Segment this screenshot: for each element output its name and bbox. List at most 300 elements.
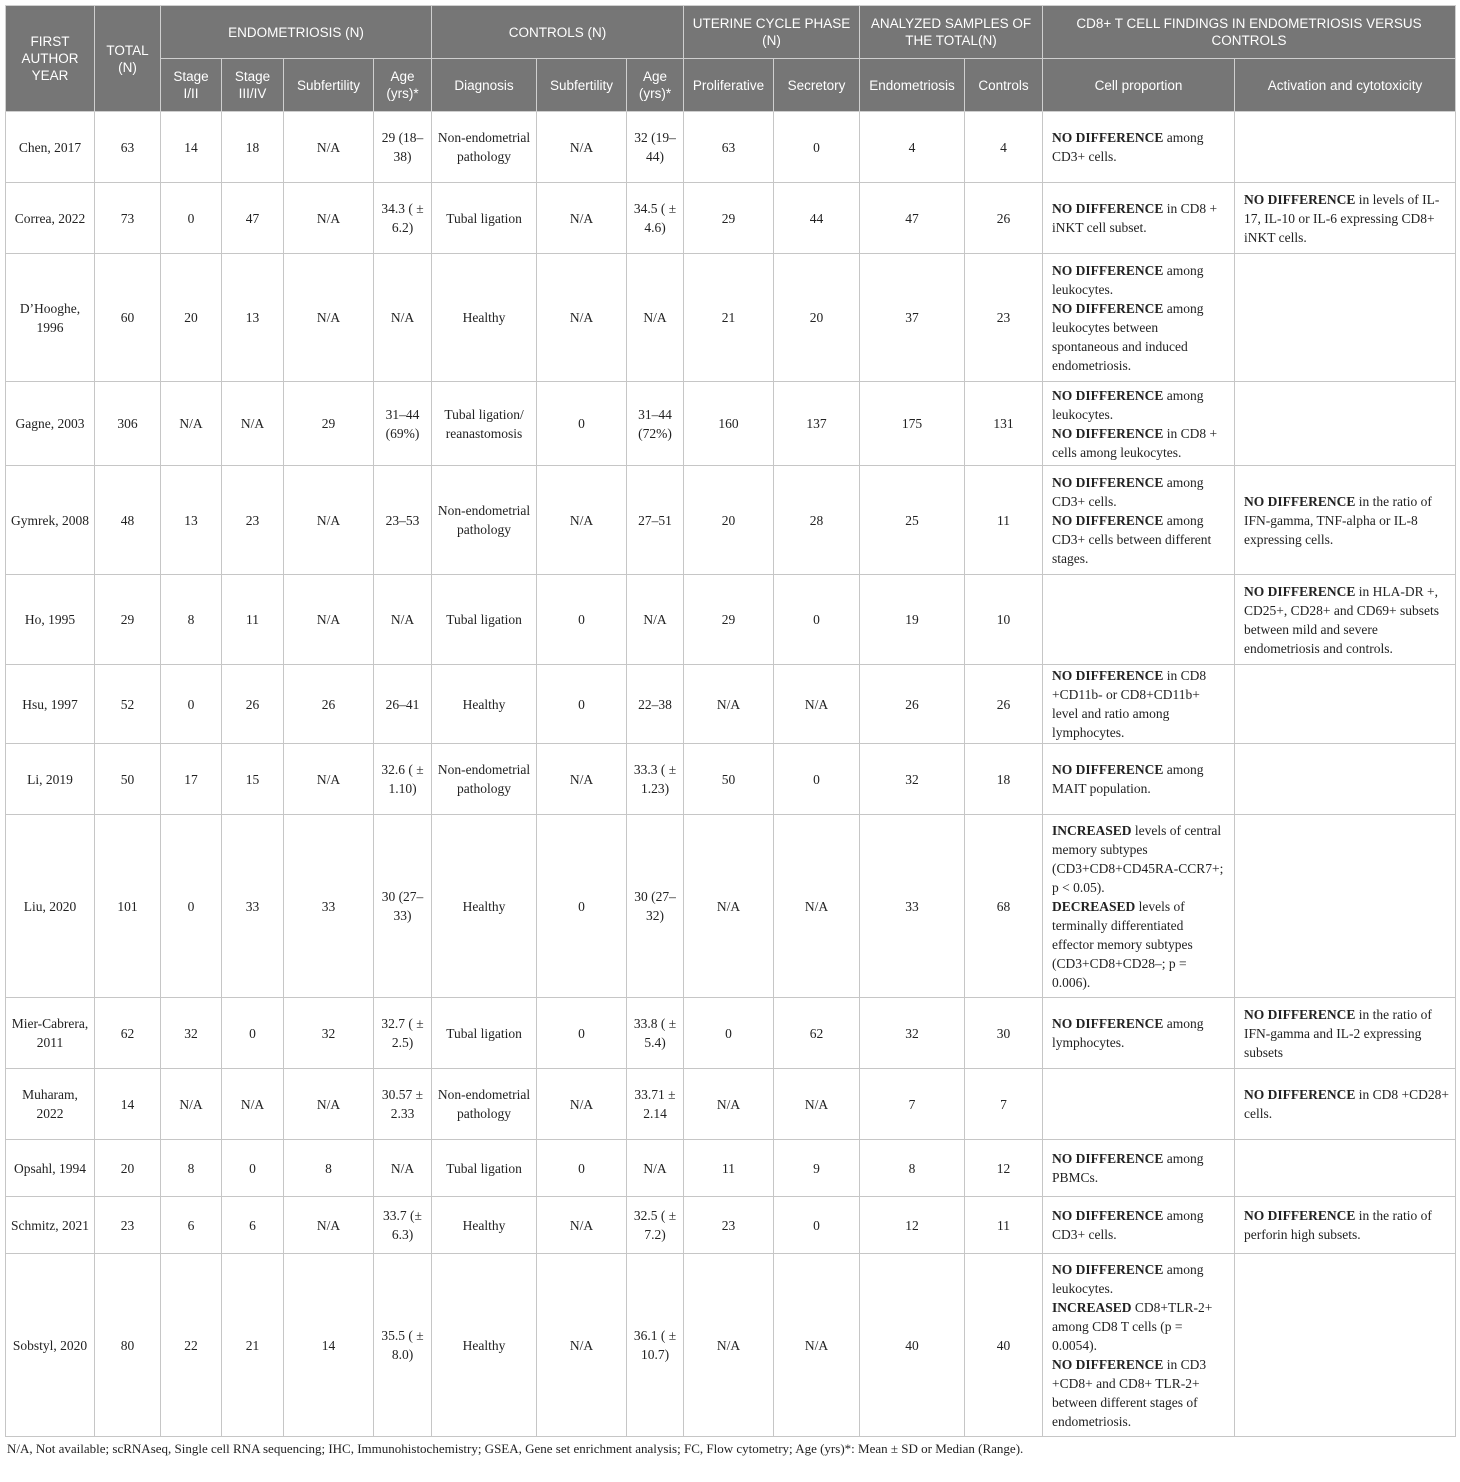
finding-keyword: NO DIFFERENCE: [1052, 387, 1164, 403]
cell-stage12: 22: [161, 1254, 222, 1437]
cell-stage34: 21: [222, 1254, 284, 1437]
cell-analyzed-endometriosis: 175: [860, 382, 965, 466]
cell-proportion: [1043, 382, 1235, 466]
cell-analyzed-controls: 12: [965, 1140, 1043, 1197]
cell-secretory: 0: [774, 112, 860, 183]
cell-age: 32.6 ( ± 1.10): [374, 744, 432, 815]
finding-proportion-text: [1052, 199, 1228, 237]
cell-analyzed-controls: 11: [965, 466, 1043, 575]
header-controls: CONTROLS (N): [432, 6, 684, 59]
cell-stage34: 0: [222, 1140, 284, 1197]
cell-diagnosis: Non-endometrial pathology: [432, 466, 537, 575]
finding-keyword: NO DIFFERENCE: [1052, 668, 1164, 683]
cell-subfertility: 32: [284, 998, 374, 1069]
cell-proliferative: 23: [684, 1197, 774, 1254]
cell-analyzed-endometriosis: 40: [860, 1254, 965, 1437]
cell-analyzed-endometriosis: 47: [860, 183, 965, 254]
finding-keyword: NO DIFFERENCE: [1244, 583, 1356, 599]
header-analyzed-endometriosis: Endometriosis: [860, 59, 965, 112]
cell-stage34: 0: [222, 998, 284, 1069]
cell-secretory: 0: [774, 575, 860, 665]
cell-activation: [1235, 1254, 1456, 1437]
cell-control-subfertility: 0: [537, 998, 627, 1069]
header-findings: CD8+ T CELL FINDINGS IN ENDOMETRIOSIS VERSUS CONTROLS: [1043, 6, 1456, 59]
cell-age: N/A: [374, 575, 432, 665]
cell-total: 63: [95, 112, 161, 183]
cell-total: 29: [95, 575, 161, 665]
cell-analyzed-endometriosis: 33: [860, 815, 965, 998]
cell-control-subfertility: 0: [537, 575, 627, 665]
cell-proportion: [1043, 466, 1235, 575]
cell-subfertility: 29: [284, 382, 374, 466]
finding-activation-text: [1244, 582, 1449, 658]
finding-keyword: NO DIFFERENCE: [1244, 1087, 1356, 1102]
finding-detail: in the ratio of perforin high subsets.: [1244, 1208, 1432, 1242]
cell-control-subfertility: 0: [537, 665, 627, 744]
cell-subfertility: 33: [284, 815, 374, 998]
cell-author: Li, 2019: [6, 744, 95, 815]
cell-stage34: 15: [222, 744, 284, 815]
cell-secretory: 28: [774, 466, 860, 575]
cell-stage12: 0: [161, 183, 222, 254]
cell-diagnosis: Non-endometrial pathology: [432, 744, 537, 815]
cell-diagnosis: Healthy: [432, 1254, 537, 1437]
cell-stage12: 8: [161, 1140, 222, 1197]
cell-control-age: 34.5 ( ± 4.6): [627, 183, 684, 254]
cell-control-subfertility: 0: [537, 382, 627, 466]
cell-secretory: N/A: [774, 1069, 860, 1140]
cell-analyzed-endometriosis: 12: [860, 1197, 965, 1254]
table-row: [6, 1254, 1456, 1437]
finding-detail: among CD3+ cells.: [1052, 130, 1204, 164]
finding-detail: among CD3+ cells.: [1052, 474, 1204, 509]
table-row: [6, 183, 1456, 254]
cell-activation: [1235, 466, 1456, 575]
cell-proliferative: N/A: [684, 1254, 774, 1437]
cell-age: 32.7 ( ± 2.5): [374, 998, 432, 1069]
cell-control-age: 30 (27–32): [627, 815, 684, 998]
cell-subfertility: N/A: [284, 575, 374, 665]
cell-control-age: 27–51: [627, 466, 684, 575]
cell-author: Gymrek, 2008: [6, 466, 95, 575]
finding-keyword: NO DIFFERENCE: [1052, 1016, 1164, 1031]
cell-proliferative: 29: [684, 575, 774, 665]
cell-proportion: [1043, 254, 1235, 382]
finding-detail: in CD8 + iNKT cell subset.: [1052, 201, 1218, 235]
finding-detail: in CD8 +CD11b- or CD8+CD11b+ level and ratio among lymphocytes.: [1052, 668, 1207, 740]
cell-analyzed-controls: 11: [965, 1197, 1043, 1254]
cell-secretory: N/A: [774, 815, 860, 998]
cell-stage34: 23: [222, 466, 284, 575]
cell-diagnosis: Healthy: [432, 665, 537, 744]
cell-diagnosis: Healthy: [432, 1197, 537, 1254]
finding-detail: levels of central memory subtypes (CD3+CD8+CD45RA-CCR7+; p < 0.05).: [1052, 822, 1224, 895]
cell-stage12: 13: [161, 466, 222, 575]
cell-age: 29 (18–38): [374, 112, 432, 183]
header-author: FIRST AUTHOR YEAR: [6, 6, 95, 112]
cell-age: 26–41: [374, 665, 432, 744]
cell-stage12: N/A: [161, 382, 222, 466]
cell-control-age: 36.1 ( ± 10.7): [627, 1254, 684, 1437]
cell-age: 30.57 ± 2.33: [374, 1069, 432, 1140]
cell-stage12: N/A: [161, 1069, 222, 1140]
cell-secretory: 62: [774, 998, 860, 1069]
finding-activation-text: [1244, 1085, 1449, 1123]
finding-proportion-text: [1052, 128, 1228, 166]
cell-proliferative: 29: [684, 183, 774, 254]
cell-total: 101: [95, 815, 161, 998]
cell-proportion: [1043, 183, 1235, 254]
cell-stage34: 18: [222, 112, 284, 183]
cell-proliferative: N/A: [684, 815, 774, 998]
cell-proliferative: 11: [684, 1140, 774, 1197]
header-stage12: Stage I/II: [161, 59, 222, 112]
cell-author: Gagne, 2003: [6, 382, 95, 466]
finding-detail: among MAIT population.: [1052, 762, 1204, 796]
cell-diagnosis: Non-endometrial pathology: [432, 1069, 537, 1140]
cell-proliferative: N/A: [684, 1069, 774, 1140]
cell-age: 33.7 (± 6.3): [374, 1197, 432, 1254]
table-row: [6, 112, 1456, 183]
cell-age: 30 (27–33): [374, 815, 432, 998]
cell-proportion: [1043, 744, 1235, 815]
header-secretory: Secretory: [774, 59, 860, 112]
cell-total: 306: [95, 382, 161, 466]
finding-detail: among CD3+ cells.: [1052, 1208, 1204, 1242]
cell-proportion: [1043, 1254, 1235, 1437]
cell-author: Opsahl, 1994: [6, 1140, 95, 1197]
finding-activation-text: [1244, 190, 1449, 247]
cell-diagnosis: Tubal ligation: [432, 998, 537, 1069]
table-row: [6, 1140, 1456, 1197]
cell-analyzed-controls: 30: [965, 998, 1043, 1069]
cell-proliferative: 63: [684, 112, 774, 183]
cell-control-age: 33.8 ( ± 5.4): [627, 998, 684, 1069]
table-row: [6, 466, 1456, 575]
finding-proportion-text: [1052, 261, 1228, 375]
cell-proliferative: 0: [684, 998, 774, 1069]
finding-keyword: INCREASED: [1052, 1299, 1132, 1315]
cell-stage12: 8: [161, 575, 222, 665]
cell-stage12: 14: [161, 112, 222, 183]
cell-proportion: [1043, 1069, 1235, 1140]
cell-activation: [1235, 744, 1456, 815]
cell-author: Sobstyl, 2020: [6, 1254, 95, 1437]
cell-diagnosis: Tubal ligation: [432, 183, 537, 254]
cell-control-age: 32 (19–44): [627, 112, 684, 183]
cell-stage34: 47: [222, 183, 284, 254]
cell-age: 31–44 (69%): [374, 382, 432, 466]
finding-detail: CD8+TLR-2+ among CD8 T cells (p = 0.0054).: [1052, 1299, 1213, 1353]
finding-proportion-text: [1052, 760, 1228, 798]
table-row: [6, 744, 1456, 815]
finding-proportion-text: [1052, 1014, 1228, 1052]
finding-detail: in CD8 +CD28+ cells.: [1244, 1087, 1450, 1121]
finding-detail: among PBMCs.: [1052, 1151, 1204, 1185]
cell-analyzed-endometriosis: 25: [860, 466, 965, 575]
finding-proportion-text: [1052, 473, 1228, 568]
table-body: [6, 112, 1456, 1437]
finding-detail: in HLA-DR +, CD25+, CD28+ and CD69+ subsets between mild and severe endometriosis and controls.: [1244, 583, 1439, 656]
cell-control-subfertility: 0: [537, 1140, 627, 1197]
cell-analyzed-controls: 23: [965, 254, 1043, 382]
header-activation: Activation and cytotoxicity: [1235, 59, 1456, 112]
cell-control-age: 22–38: [627, 665, 684, 744]
finding-keyword: NO DIFFERENCE: [1052, 1151, 1164, 1166]
cell-control-subfertility: N/A: [537, 183, 627, 254]
finding-detail: in the ratio of IFN-gamma and IL-2 expressing subsets: [1244, 1006, 1432, 1060]
cell-control-age: 33.71 ± 2.14: [627, 1069, 684, 1140]
cell-stage12: 32: [161, 998, 222, 1069]
finding-keyword: NO DIFFERENCE: [1244, 191, 1356, 207]
cell-proportion: [1043, 575, 1235, 665]
cell-stage34: 6: [222, 1197, 284, 1254]
cell-stage34: 13: [222, 254, 284, 382]
finding-detail: among leukocytes.: [1052, 387, 1204, 422]
cell-stage34: N/A: [222, 382, 284, 466]
cell-control-subfertility: N/A: [537, 466, 627, 575]
header-subfertility: Subfertility: [284, 59, 374, 112]
cell-activation: [1235, 1069, 1456, 1140]
cell-author: Ho, 1995: [6, 575, 95, 665]
cell-proliferative: N/A: [684, 665, 774, 744]
cell-control-subfertility: 0: [537, 815, 627, 998]
cell-stage12: 20: [161, 254, 222, 382]
table-row: [6, 815, 1456, 998]
cell-activation: [1235, 815, 1456, 998]
finding-keyword: NO DIFFERENCE: [1052, 1261, 1164, 1277]
cell-subfertility: 14: [284, 1254, 374, 1437]
finding-keyword: NO DIFFERENCE: [1244, 493, 1356, 509]
header-proliferative: Proliferative: [684, 59, 774, 112]
finding-activation-text: [1244, 492, 1449, 549]
cell-activation: [1235, 998, 1456, 1069]
cell-proliferative: 160: [684, 382, 774, 466]
cell-age: 23–53: [374, 466, 432, 575]
finding-detail: in CD3 +CD8+ and CD8+ TLR-2+ between different stages of endometriosis.: [1052, 1356, 1207, 1429]
cell-subfertility: N/A: [284, 744, 374, 815]
finding-detail: levels of terminally differentiated effector memory subtypes (CD3+CD8+CD28–; p = 0.006).: [1052, 898, 1193, 990]
header-stage34: Stage III/IV: [222, 59, 284, 112]
finding-keyword: NO DIFFERENCE: [1244, 1208, 1356, 1223]
cell-diagnosis: Tubal ligation: [432, 1140, 537, 1197]
cell-diagnosis: Tubal ligation: [432, 575, 537, 665]
cell-analyzed-controls: 18: [965, 744, 1043, 815]
cell-proportion: [1043, 665, 1235, 744]
cell-activation: [1235, 1197, 1456, 1254]
finding-keyword: NO DIFFERENCE: [1052, 474, 1164, 490]
finding-keyword: NO DIFFERENCE: [1052, 1208, 1164, 1223]
table-row: [6, 382, 1456, 466]
table-row: [6, 254, 1456, 382]
cell-total: 80: [95, 1254, 161, 1437]
cell-secretory: 137: [774, 382, 860, 466]
cell-analyzed-controls: 26: [965, 183, 1043, 254]
cell-proportion: [1043, 998, 1235, 1069]
cell-analyzed-endometriosis: 7: [860, 1069, 965, 1140]
cell-analyzed-endometriosis: 4: [860, 112, 965, 183]
cell-subfertility: 8: [284, 1140, 374, 1197]
table-row: [6, 1197, 1456, 1254]
cell-activation: [1235, 254, 1456, 382]
cell-secretory: 0: [774, 744, 860, 815]
cell-analyzed-controls: 7: [965, 1069, 1043, 1140]
cell-proportion: [1043, 112, 1235, 183]
cell-analyzed-controls: 131: [965, 382, 1043, 466]
header-analyzed: ANALYZED SAMPLES OF THE TOTAL(N): [860, 6, 1043, 59]
cell-activation: [1235, 112, 1456, 183]
finding-keyword: NO DIFFERENCE: [1052, 300, 1164, 316]
cell-stage34: N/A: [222, 1069, 284, 1140]
cell-total: 62: [95, 998, 161, 1069]
cell-analyzed-controls: 26: [965, 665, 1043, 744]
finding-proportion-text: [1052, 386, 1228, 462]
finding-detail: in CD8 + cells among leukocytes.: [1052, 425, 1218, 460]
cell-control-age: N/A: [627, 1140, 684, 1197]
finding-detail: in the ratio of IFN-gamma, TNF-alpha or IL-8 expressing cells.: [1244, 493, 1432, 547]
cell-analyzed-controls: 68: [965, 815, 1043, 998]
cell-secretory: N/A: [774, 665, 860, 744]
cell-author: Hsu, 1997: [6, 665, 95, 744]
header-total: TOTAL (N): [95, 6, 161, 112]
cell-secretory: N/A: [774, 1254, 860, 1437]
cell-stage34: 11: [222, 575, 284, 665]
cell-diagnosis: Healthy: [432, 815, 537, 998]
finding-proportion-text: [1052, 821, 1228, 992]
cell-secretory: 0: [774, 1197, 860, 1254]
finding-detail: among lymphocytes.: [1052, 1016, 1204, 1050]
cell-activation: [1235, 1140, 1456, 1197]
cell-total: 52: [95, 665, 161, 744]
cell-activation: [1235, 183, 1456, 254]
table-row: [6, 665, 1456, 744]
header-endometriosis: ENDOMETRIOSIS (N): [161, 6, 432, 59]
cell-stage34: 33: [222, 815, 284, 998]
cell-analyzed-endometriosis: 32: [860, 998, 965, 1069]
finding-keyword: NO DIFFERENCE: [1052, 512, 1164, 528]
cell-secretory: 20: [774, 254, 860, 382]
cell-diagnosis: Healthy: [432, 254, 537, 382]
cell-proportion: [1043, 815, 1235, 998]
cell-subfertility: N/A: [284, 1197, 374, 1254]
table-container: [5, 5, 1455, 1457]
cell-total: 50: [95, 744, 161, 815]
cell-control-age: 33.3 ( ± 1.23): [627, 744, 684, 815]
finding-detail: in levels of IL-17, IL-10 or IL-6 expressing CD8+ iNKT cells.: [1244, 191, 1440, 245]
cell-proportion: [1043, 1140, 1235, 1197]
header-cycle: UTERINE CYCLE PHASE (N): [684, 6, 860, 59]
cell-author: Mier-Cabrera, 2011: [6, 998, 95, 1069]
cell-proliferative: 50: [684, 744, 774, 815]
cell-control-subfertility: N/A: [537, 254, 627, 382]
cell-proliferative: 20: [684, 466, 774, 575]
cell-analyzed-endometriosis: 37: [860, 254, 965, 382]
cell-total: 20: [95, 1140, 161, 1197]
finding-keyword: NO DIFFERENCE: [1052, 762, 1164, 777]
cell-subfertility: N/A: [284, 254, 374, 382]
table-row: [6, 998, 1456, 1069]
cell-analyzed-endometriosis: 26: [860, 665, 965, 744]
cell-secretory: 44: [774, 183, 860, 254]
cell-subfertility: N/A: [284, 183, 374, 254]
header-control-subfertility: Subfertility: [537, 59, 627, 112]
cell-subfertility: N/A: [284, 1069, 374, 1140]
finding-keyword: NO DIFFERENCE: [1052, 130, 1164, 145]
finding-keyword: NO DIFFERENCE: [1052, 1356, 1164, 1372]
header-diagnosis: Diagnosis: [432, 59, 537, 112]
header-control-age: Age (yrs)*: [627, 59, 684, 112]
header-cell-proportion: Cell proportion: [1043, 59, 1235, 112]
finding-activation-text: [1244, 1206, 1449, 1244]
cell-control-subfertility: N/A: [537, 1069, 627, 1140]
cell-author: Correa, 2022: [6, 183, 95, 254]
cell-activation: [1235, 382, 1456, 466]
cell-activation: [1235, 665, 1456, 744]
cell-total: 23: [95, 1197, 161, 1254]
cell-diagnosis: Tubal ligation/ reanastomosis: [432, 382, 537, 466]
header-analyzed-controls: Controls: [965, 59, 1043, 112]
cell-stage12: 0: [161, 665, 222, 744]
cell-author: Chen, 2017: [6, 112, 95, 183]
cell-stage12: 17: [161, 744, 222, 815]
cell-control-subfertility: N/A: [537, 1254, 627, 1437]
cell-total: 73: [95, 183, 161, 254]
cell-subfertility: N/A: [284, 466, 374, 575]
cell-age: N/A: [374, 1140, 432, 1197]
cell-analyzed-endometriosis: 8: [860, 1140, 965, 1197]
cell-control-age: N/A: [627, 254, 684, 382]
cell-age: 34.3 ( ± 6.2): [374, 183, 432, 254]
finding-detail: among leukocytes.: [1052, 262, 1204, 297]
finding-keyword: NO DIFFERENCE: [1244, 1006, 1356, 1022]
cell-age: N/A: [374, 254, 432, 382]
cell-secretory: 9: [774, 1140, 860, 1197]
finding-keyword: NO DIFFERENCE: [1052, 201, 1164, 216]
cell-activation: [1235, 575, 1456, 665]
cell-control-subfertility: N/A: [537, 1197, 627, 1254]
cell-analyzed-controls: 40: [965, 1254, 1043, 1437]
finding-detail: among CD3+ cells between different stages.: [1052, 512, 1212, 566]
cell-author: Liu, 2020: [6, 815, 95, 998]
cell-control-age: 31–44 (72%): [627, 382, 684, 466]
cell-control-subfertility: N/A: [537, 112, 627, 183]
cell-subfertility: 26: [284, 665, 374, 744]
cell-proportion: [1043, 1197, 1235, 1254]
cell-analyzed-controls: 4: [965, 112, 1043, 183]
cell-total: 60: [95, 254, 161, 382]
cell-control-age: N/A: [627, 575, 684, 665]
finding-keyword: INCREASED: [1052, 822, 1132, 838]
table-row: [6, 575, 1456, 665]
finding-keyword: NO DIFFERENCE: [1052, 425, 1164, 441]
finding-activation-text: [1244, 1005, 1449, 1062]
cell-subfertility: N/A: [284, 112, 374, 183]
finding-proportion-text: [1052, 666, 1228, 742]
cell-stage12: 0: [161, 815, 222, 998]
header-age: Age (yrs)*: [374, 59, 432, 112]
finding-detail: among leukocytes between spontaneous and induced endometriosis.: [1052, 300, 1204, 373]
finding-proportion-text: [1052, 1260, 1228, 1431]
finding-keyword: NO DIFFERENCE: [1052, 262, 1164, 278]
finding-keyword: DECREASED: [1052, 898, 1136, 914]
cell-control-subfertility: N/A: [537, 744, 627, 815]
cell-analyzed-controls: 10: [965, 575, 1043, 665]
cell-author: D’Hooghe, 1996: [6, 254, 95, 382]
cell-stage12: 6: [161, 1197, 222, 1254]
cell-diagnosis: Non-endometrial pathology: [432, 112, 537, 183]
cell-total: 48: [95, 466, 161, 575]
cell-total: 14: [95, 1069, 161, 1140]
